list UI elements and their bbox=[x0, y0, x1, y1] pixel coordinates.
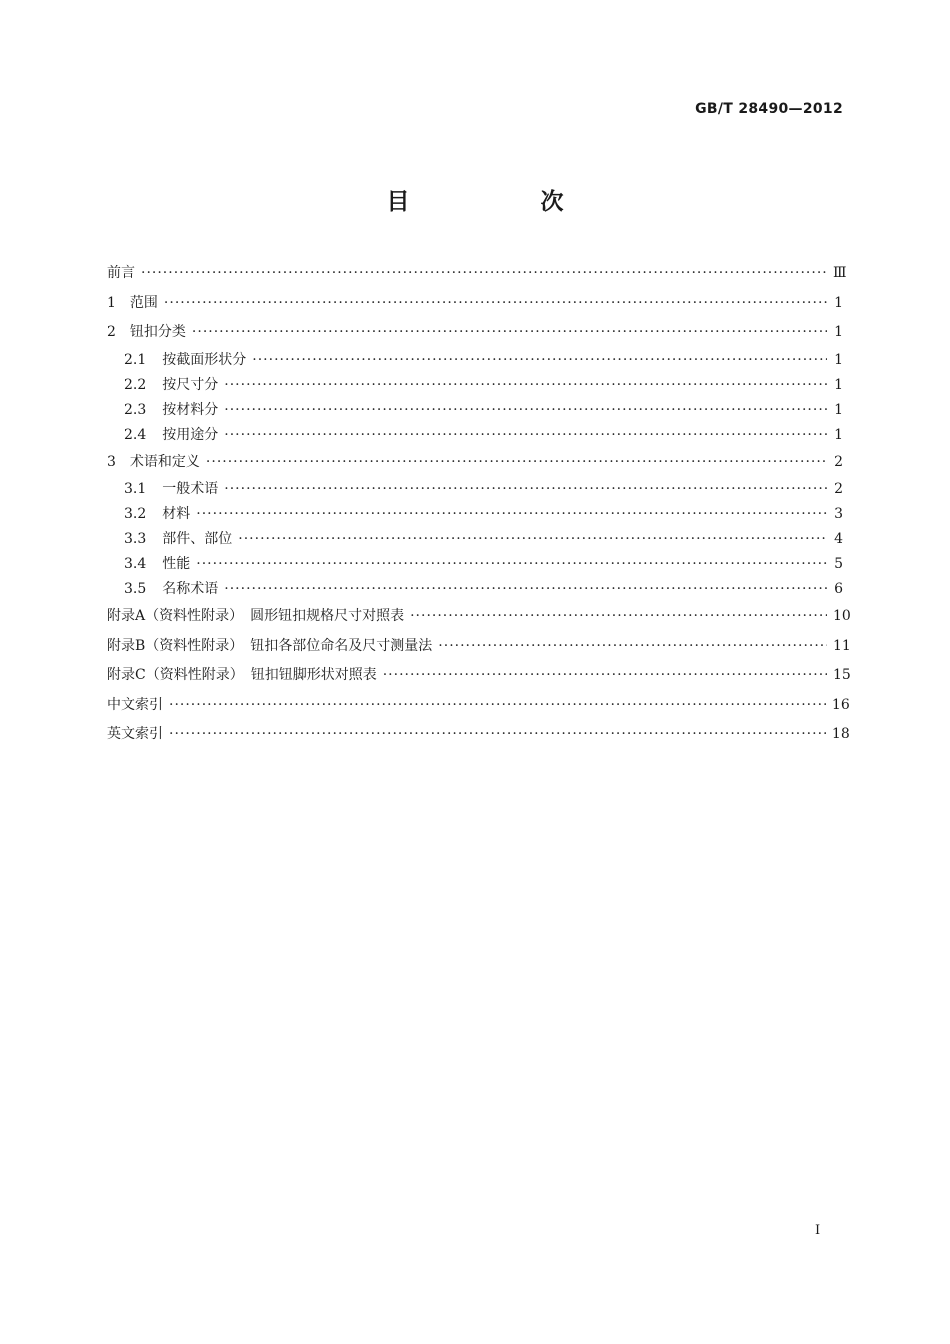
toc-entry[interactable] bbox=[107, 423, 843, 448]
table-of-contents bbox=[107, 259, 851, 750]
toc-leader-dots bbox=[238, 527, 827, 552]
toc-entry-page: 1 bbox=[834, 426, 843, 443]
toc-entry-number: 2.1 bbox=[124, 351, 147, 368]
toc-entry[interactable] bbox=[107, 632, 851, 662]
toc-entry[interactable] bbox=[107, 602, 851, 632]
toc-leader-dots bbox=[141, 259, 827, 289]
toc-entry-label: 附录B（资料性附录） 钮扣各部位命名及尺寸测量法 bbox=[107, 637, 433, 654]
toc-entry-page: 10 bbox=[833, 608, 851, 624]
toc-leader-dots bbox=[169, 691, 826, 721]
toc-entry-label: 英文索引 bbox=[107, 726, 163, 742]
toc-entry[interactable] bbox=[107, 448, 843, 478]
toc-entry-label: 术语和定义 bbox=[129, 453, 200, 470]
toc-entry-number: 2.2 bbox=[124, 376, 147, 393]
toc-entry[interactable] bbox=[107, 502, 843, 527]
toc-entry-label: 按材料分 bbox=[162, 401, 219, 418]
toc-entry-label: 钮扣分类 bbox=[129, 324, 186, 340]
toc-entry-number: 2.3 bbox=[124, 401, 147, 418]
toc-entry[interactable] bbox=[107, 577, 843, 602]
toc-entry-number: 3.1 bbox=[124, 481, 147, 497]
toc-entry-label: 性能 bbox=[162, 556, 191, 572]
toc-entry[interactable] bbox=[107, 318, 843, 348]
toc-leader-dots bbox=[252, 348, 827, 373]
toc-leader-dots bbox=[224, 423, 827, 448]
standard-code: GB/T 28490—2012 bbox=[695, 101, 843, 117]
toc-entry-page: 2 bbox=[834, 481, 843, 497]
toc-entry-label: 名称术语 bbox=[162, 581, 219, 597]
toc-entry-number: 2.4 bbox=[124, 426, 147, 443]
toc-entry-label: 按用途分 bbox=[162, 426, 219, 443]
page-title: 目 次 bbox=[386, 189, 618, 215]
toc-entry-number: 3.3 bbox=[124, 531, 147, 547]
toc-entry-page: 1 bbox=[834, 351, 843, 368]
toc-entry[interactable] bbox=[107, 398, 843, 423]
toc-entry[interactable] bbox=[107, 259, 847, 289]
toc-entry-label: 附录C（资料性附录） 钮扣钮脚形状对照表 bbox=[107, 667, 377, 683]
toc-entry[interactable] bbox=[107, 289, 843, 319]
toc-entry-page: Ⅲ bbox=[833, 265, 847, 281]
toc-leader-dots bbox=[224, 577, 827, 602]
toc-entry-label: 一般术语 bbox=[162, 481, 219, 497]
toc-entry-page: 3 bbox=[834, 506, 843, 522]
toc-leader-dots bbox=[164, 289, 827, 319]
toc-entry[interactable] bbox=[107, 691, 850, 721]
toc-entry[interactable] bbox=[107, 348, 843, 373]
toc-entry-page: 6 bbox=[834, 581, 843, 597]
toc-entry[interactable] bbox=[107, 552, 843, 577]
toc-entry-page: 16 bbox=[831, 696, 850, 713]
toc-entry-label: 附录A（资料性附录） 圆形钮扣规格尺寸对照表 bbox=[107, 608, 405, 624]
toc-leader-dots bbox=[192, 318, 827, 348]
toc-leader-dots bbox=[196, 552, 827, 577]
toc-leader-dots bbox=[224, 477, 827, 502]
toc-entry-number: 3 bbox=[107, 453, 116, 470]
toc-entry-label: 按截面形状分 bbox=[162, 351, 247, 368]
toc-entry-number: 3.4 bbox=[124, 556, 147, 572]
toc-leader-dots bbox=[224, 373, 827, 398]
toc-entry-page: 1 bbox=[834, 294, 843, 311]
toc-entry-number: 2 bbox=[107, 324, 116, 340]
toc-entry-page: 5 bbox=[834, 556, 843, 572]
toc-entry-page: 15 bbox=[833, 667, 851, 683]
toc-entry[interactable] bbox=[107, 661, 851, 691]
toc-entry-number: 3.2 bbox=[124, 506, 147, 522]
page-number: I bbox=[815, 1223, 821, 1238]
toc-entry-page: 11 bbox=[833, 637, 851, 654]
toc-entry-page: 18 bbox=[831, 726, 850, 742]
toc-leader-dots bbox=[438, 632, 827, 662]
toc-entry-number: 3.5 bbox=[124, 581, 147, 597]
toc-leader-dots bbox=[206, 448, 827, 478]
toc-entry-label: 材料 bbox=[162, 506, 191, 522]
toc-entry[interactable] bbox=[107, 720, 850, 750]
toc-entry-page: 1 bbox=[834, 401, 843, 418]
toc-entry-label: 范围 bbox=[129, 294, 158, 311]
toc-entry-label: 部件、部位 bbox=[162, 531, 233, 547]
toc-entry-label: 按尺寸分 bbox=[162, 376, 219, 393]
toc-leader-dots bbox=[383, 661, 827, 691]
toc-entry-page: 1 bbox=[834, 324, 843, 340]
toc-leader-dots bbox=[169, 720, 826, 750]
toc-leader-dots bbox=[224, 398, 827, 423]
toc-entry-page: 4 bbox=[834, 531, 843, 547]
toc-entry[interactable] bbox=[107, 477, 843, 502]
toc-leader-dots bbox=[196, 502, 827, 527]
toc-entry-number: 1 bbox=[107, 294, 116, 311]
toc-entry-page: 1 bbox=[834, 376, 843, 393]
toc-entry-page: 2 bbox=[834, 453, 843, 470]
toc-leader-dots bbox=[410, 602, 827, 632]
toc-entry-label: 前言 bbox=[107, 265, 135, 281]
toc-entry[interactable] bbox=[107, 373, 843, 398]
toc-entry-label: 中文索引 bbox=[107, 696, 163, 713]
toc-entry[interactable] bbox=[107, 527, 843, 552]
